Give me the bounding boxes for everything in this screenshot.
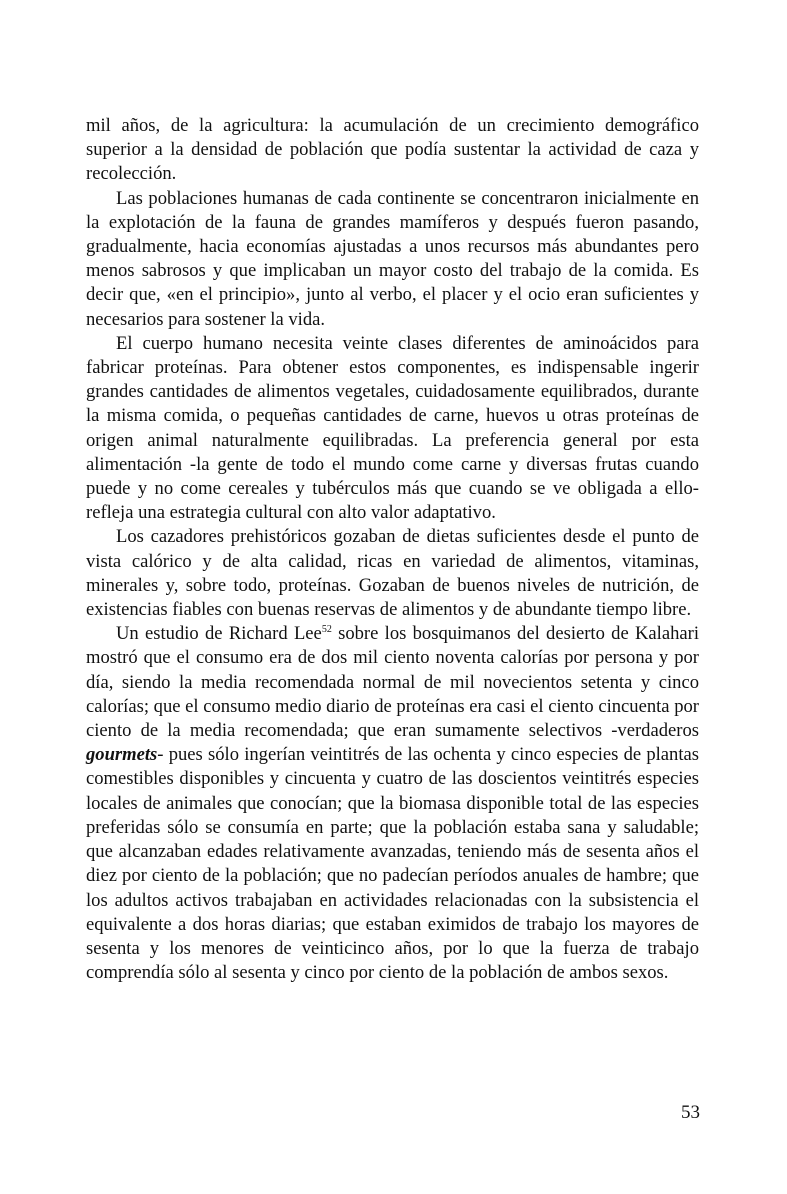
paragraph-5-part-2: sobre los bosquimanos del desierto de Kalahari mostró que el consumo era de dos mil ciento noventa calorías por persona y por día, siendo la media recomendada normal de mil novecientos setenta y cinco calorías; que el consumo medio diario de proteínas era casi el ciento cincuenta por ciento de la media recomendada; que eran sumamente selectivos -verdaderos — [86, 623, 700, 742]
page-body — [86, 114, 699, 985]
paragraph-5 — [86, 622, 699, 985]
paragraph-5-part-1: Un estudio de Richard Lee — [116, 623, 322, 645]
italic-term: gourmets — [86, 744, 158, 766]
paragraph-1: mil años, de la agricultura: la acumulación de un crecimiento demográfico superior a la densidad de población que podía sustentar la actividad de caza y recolección. — [86, 115, 699, 185]
paragraph-2: Las poblaciones humanas de cada continente se concentraron inicialmente en la explotación de la fauna de grandes mamíferos y después fueron pasando, gradualmente, hacia economías ajustadas a unos recursos más abundantes pero menos sabrosos y que implicaban un mayor costo del trabajo de la comida. Es decir que, «en el principio», junto al verbo, el placer y el ocio eran suficientes y necesarios para sostener la vida. — [86, 187, 699, 330]
paragraph-4: Los cazadores prehistóricos gozaban de dietas suficientes desde el punto de vista calórico y de alta calidad, ricas en variedad de alimentos, vitaminas, minerales y, sobre todo, proteínas. Gozaban de buenos niveles de nutrición, de existencias fiables con buenas reservas de alimentos y de abundante tiempo libre. — [86, 526, 699, 621]
footnote-reference: 52 — [321, 624, 332, 636]
paragraph-5-part-3: - pues sólo ingerían veintitrés de las ochenta y cinco especies de plantas comestibles disponibles y cincuenta y cuatro de las doscientos veintitrés especies locales de animales que conocían; que la biomasa disponible total de las especies preferidas sólo se consumía en parte; que la población estaba sana y saludable; que alcanzaban edades relativamente avanzadas, teniendo más de sesenta años el diez por ciento de la población; que no padecían períodos anuales de hambre; que los adultos activos trabajaban en actividades relacionadas con la subsistencia el equivalente a dos horas diarias; que estaban eximidos de trabajo los mayores de sesenta y los menores de veinticinco años, por lo que la fuerza de trabajo comprendía sólo al sesenta y cinco por ciento de la población de ambos sexos. — [86, 744, 699, 984]
paragraph-3: El cuerpo humano necesita veinte clases diferentes de aminoácidos para fabricar proteínas. Para obtener estos componentes, es indispensable ingerir grandes cantidades de alimentos vegetales, cuidadosamente equilibrados, durante la misma comida, o pequeñas cantidades de carne, huevos u otras proteínas de origen animal naturalmente equilibradas. La preferencia general por esta alimentación -la gente de todo el mundo come carne y diversas frutas cuando puede y no come cereales y tubérculos más que cuando se ve obligada a ello- refleja una estrategia cultural con alto valor adaptativo. — [86, 332, 699, 524]
page-number: 53 — [681, 1102, 700, 1123]
